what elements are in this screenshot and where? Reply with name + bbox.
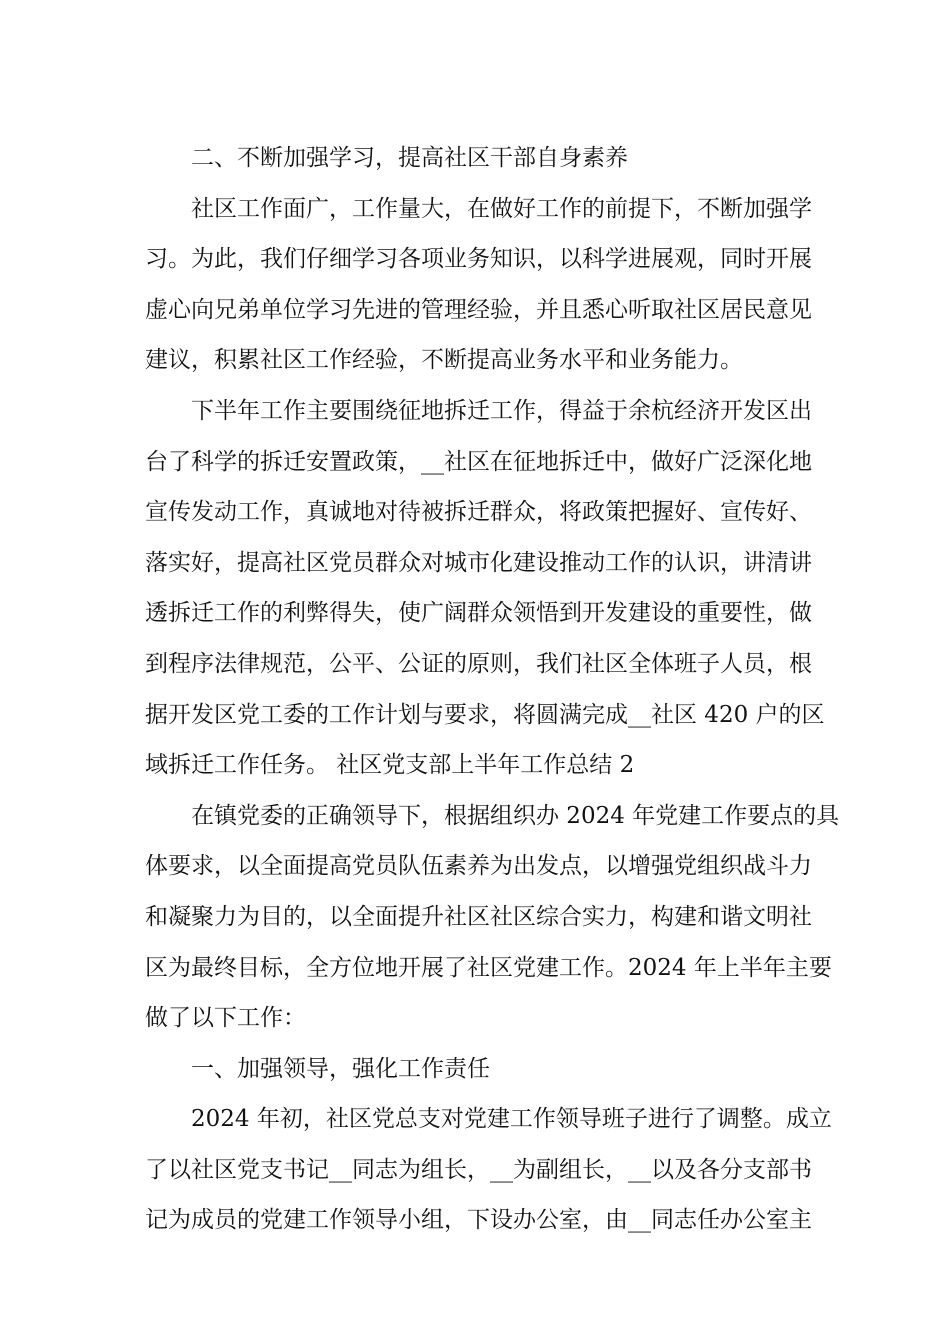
paragraph-line: 域拆迁工作任务。 社区党支部上半年工作总结 2 (145, 752, 635, 779)
paragraph-line: 记为成员的党建工作领导小组，下设办公室，由__同志任办公室主 (145, 1207, 812, 1234)
paragraph-line: 区为最终目标，全方位地开展了社区党建工作。2024 年上半年主要 (145, 954, 832, 981)
section-heading: 二、不断加强学习，提高社区干部自身素养 (191, 145, 628, 171)
document-body (145, 133, 840, 1246)
paragraph-line: 和凝聚力为目的，以全面提升社区社区综合实力，构建和谐文明社 (145, 903, 812, 930)
paragraph-line: 社区工作面广，工作量大，在做好工作的前提下，不断加强学 (191, 195, 812, 222)
paragraph-line: 在镇党委的正确领导下，根据组织办 2024 年党建工作要点的具 (191, 802, 840, 829)
paragraph-line: 做了以下工作： (145, 1005, 306, 1032)
paragraph-line: 体要求，以全面提高党员队伍素养为出发点，以增强党组织战斗力 (145, 853, 812, 880)
paragraph-line: 据开发区党工委的工作计划与要求，将圆满完成__社区 420 户的区 (145, 701, 825, 728)
paragraph-line: 2024 年初，社区党总支对党建工作领导班子进行了调整。成立 (191, 1106, 832, 1133)
paragraph-line: 台了科学的拆迁安置政策，__社区在征地拆迁中，做好广泛深化地 (145, 448, 812, 475)
paragraph-line: 到程序法律规范，公平、公证的原则，我们社区全体班子人员，根 (145, 650, 812, 677)
paragraph-line: 下半年工作主要围绕征地拆迁工作，得益于余杭经济开发区出 (191, 397, 812, 424)
paragraph-line: 透拆迁工作的利弊得失，使广阔群众领悟到开发建设的重要性，做 (145, 600, 812, 627)
paragraph-line: 虚心向兄弟单位学习先进的管理经验，并且悉心听取社区居民意见 (145, 296, 812, 323)
paragraph-line: 了以社区党支书记__同志为组长，__为副组长，__以及各分支部书 (145, 1156, 812, 1183)
paragraph-line: 建议，积累社区工作经验，不断提高业务水平和业务能力。 (145, 347, 743, 374)
paragraph-line: 习。为此，我们仔细学习各项业务知识，以科学进展观，同时开展 (145, 246, 812, 273)
section-heading: 一、加强领导，强化工作责任 (191, 1055, 490, 1082)
paragraph-line: 宣传发动工作，真诚地对待被拆迁群众，将政策把握好、宣传好、 (145, 499, 812, 526)
paragraph-line: 落实好，提高社区党员群众对城市化建设推动工作的认识，讲清讲 (145, 549, 812, 576)
